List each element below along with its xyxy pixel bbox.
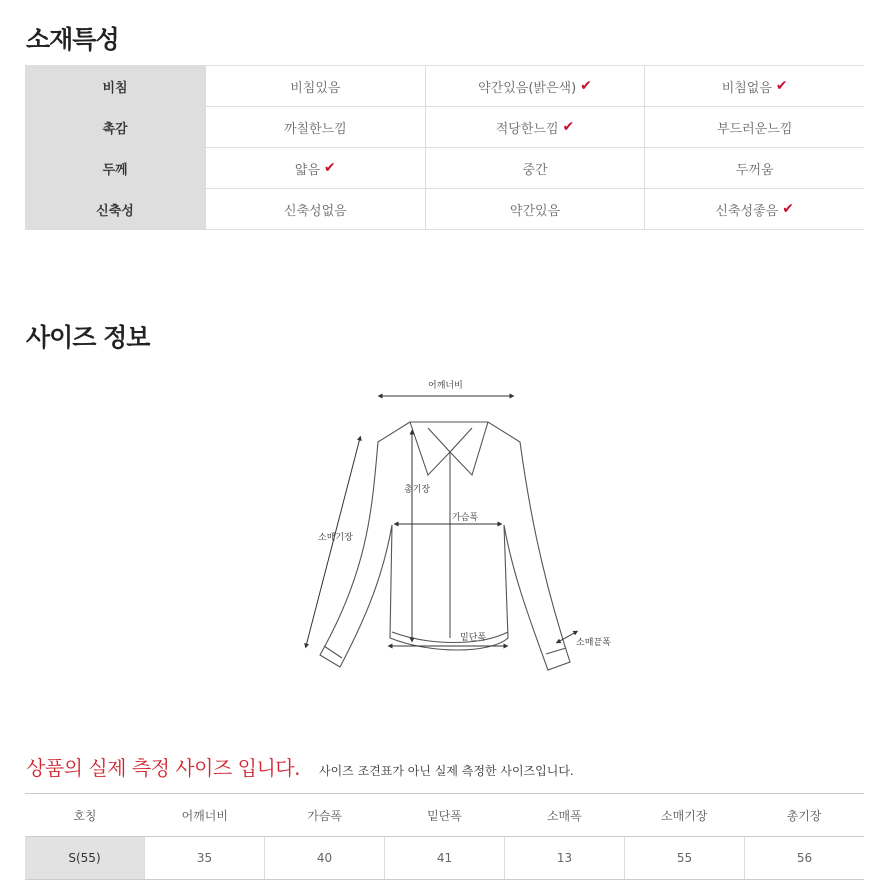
- size-cell: 13: [504, 837, 624, 879]
- size-cell: 56: [744, 837, 864, 879]
- material-section-title: 소재특성: [26, 25, 119, 54]
- material-row: [25, 189, 864, 230]
- diagram-label-total-length: 총기장: [404, 485, 431, 495]
- diagram-label-cuff: 소매끝폭: [576, 638, 611, 648]
- material-row-label: 비침: [25, 66, 205, 106]
- material-table: [25, 65, 864, 230]
- material-row-label: 두께: [25, 148, 205, 188]
- size-header-cell: 총기장: [786, 808, 822, 823]
- material-option: 신축성좋음 ✔: [644, 189, 864, 229]
- diagram-label-hem: 밑단폭: [460, 633, 487, 643]
- material-row: [25, 148, 864, 189]
- material-option: 비침없음 ✔: [644, 66, 864, 106]
- material-option: 중간: [425, 148, 645, 188]
- check-icon: ✔: [580, 78, 592, 94]
- check-icon: ✔: [562, 119, 575, 135]
- size-cell: 40: [264, 837, 384, 879]
- material-option: 까칠한느낌: [205, 107, 425, 147]
- size-table-note: 사이즈 조견표가 아닌 실제 측정한 사이즈입니다.: [319, 764, 574, 778]
- size-table: [25, 793, 864, 880]
- material-option: 약간있음: [425, 189, 645, 229]
- size-cell: S(55): [25, 837, 144, 879]
- material-option: 부드러운느낌: [644, 107, 864, 147]
- material-option: 얇음 ✔: [205, 148, 425, 188]
- material-option: 약간있음(밝은색) ✔: [425, 66, 645, 106]
- size-header-cell: 소매폭: [546, 808, 582, 823]
- size-section-title: 사이즈 정보: [26, 323, 150, 352]
- check-icon: ✔: [324, 160, 336, 176]
- size-header-cell: 가슴폭: [307, 808, 343, 823]
- check-icon: ✔: [775, 78, 788, 94]
- shirt-measurement-diagram: [300, 370, 620, 680]
- size-cell: 41: [384, 837, 504, 879]
- diagram-label-shoulder: 어깨너비: [428, 381, 463, 391]
- material-row: [25, 107, 864, 148]
- size-header-cell: 호칭: [73, 808, 97, 823]
- size-header-cell: 어깨너비: [181, 808, 228, 823]
- check-icon: ✔: [782, 201, 794, 217]
- size-header-cell: 소매기장: [661, 808, 708, 823]
- material-row-label: 신축성: [25, 189, 205, 229]
- size-table-title: 상품의 실제 측정 사이즈 입니다.: [26, 756, 300, 780]
- material-option: 신축성없음: [205, 189, 425, 229]
- material-row-label: 촉감: [25, 107, 205, 147]
- material-row: [25, 66, 864, 107]
- diagram-label-chest: 가슴폭: [452, 513, 479, 523]
- material-option: 적당한느낌 ✔: [425, 107, 645, 147]
- size-cell: 55: [624, 837, 744, 879]
- size-header-cell: 밑단폭: [427, 808, 462, 823]
- size-table-header: [25, 794, 864, 837]
- diagram-label-sleeve-length: 소매기장: [318, 533, 353, 543]
- size-cell: 35: [144, 837, 264, 879]
- material-option: 비침있음: [205, 66, 425, 106]
- size-table-row: [25, 837, 864, 880]
- material-option: 두꺼움: [644, 148, 864, 188]
